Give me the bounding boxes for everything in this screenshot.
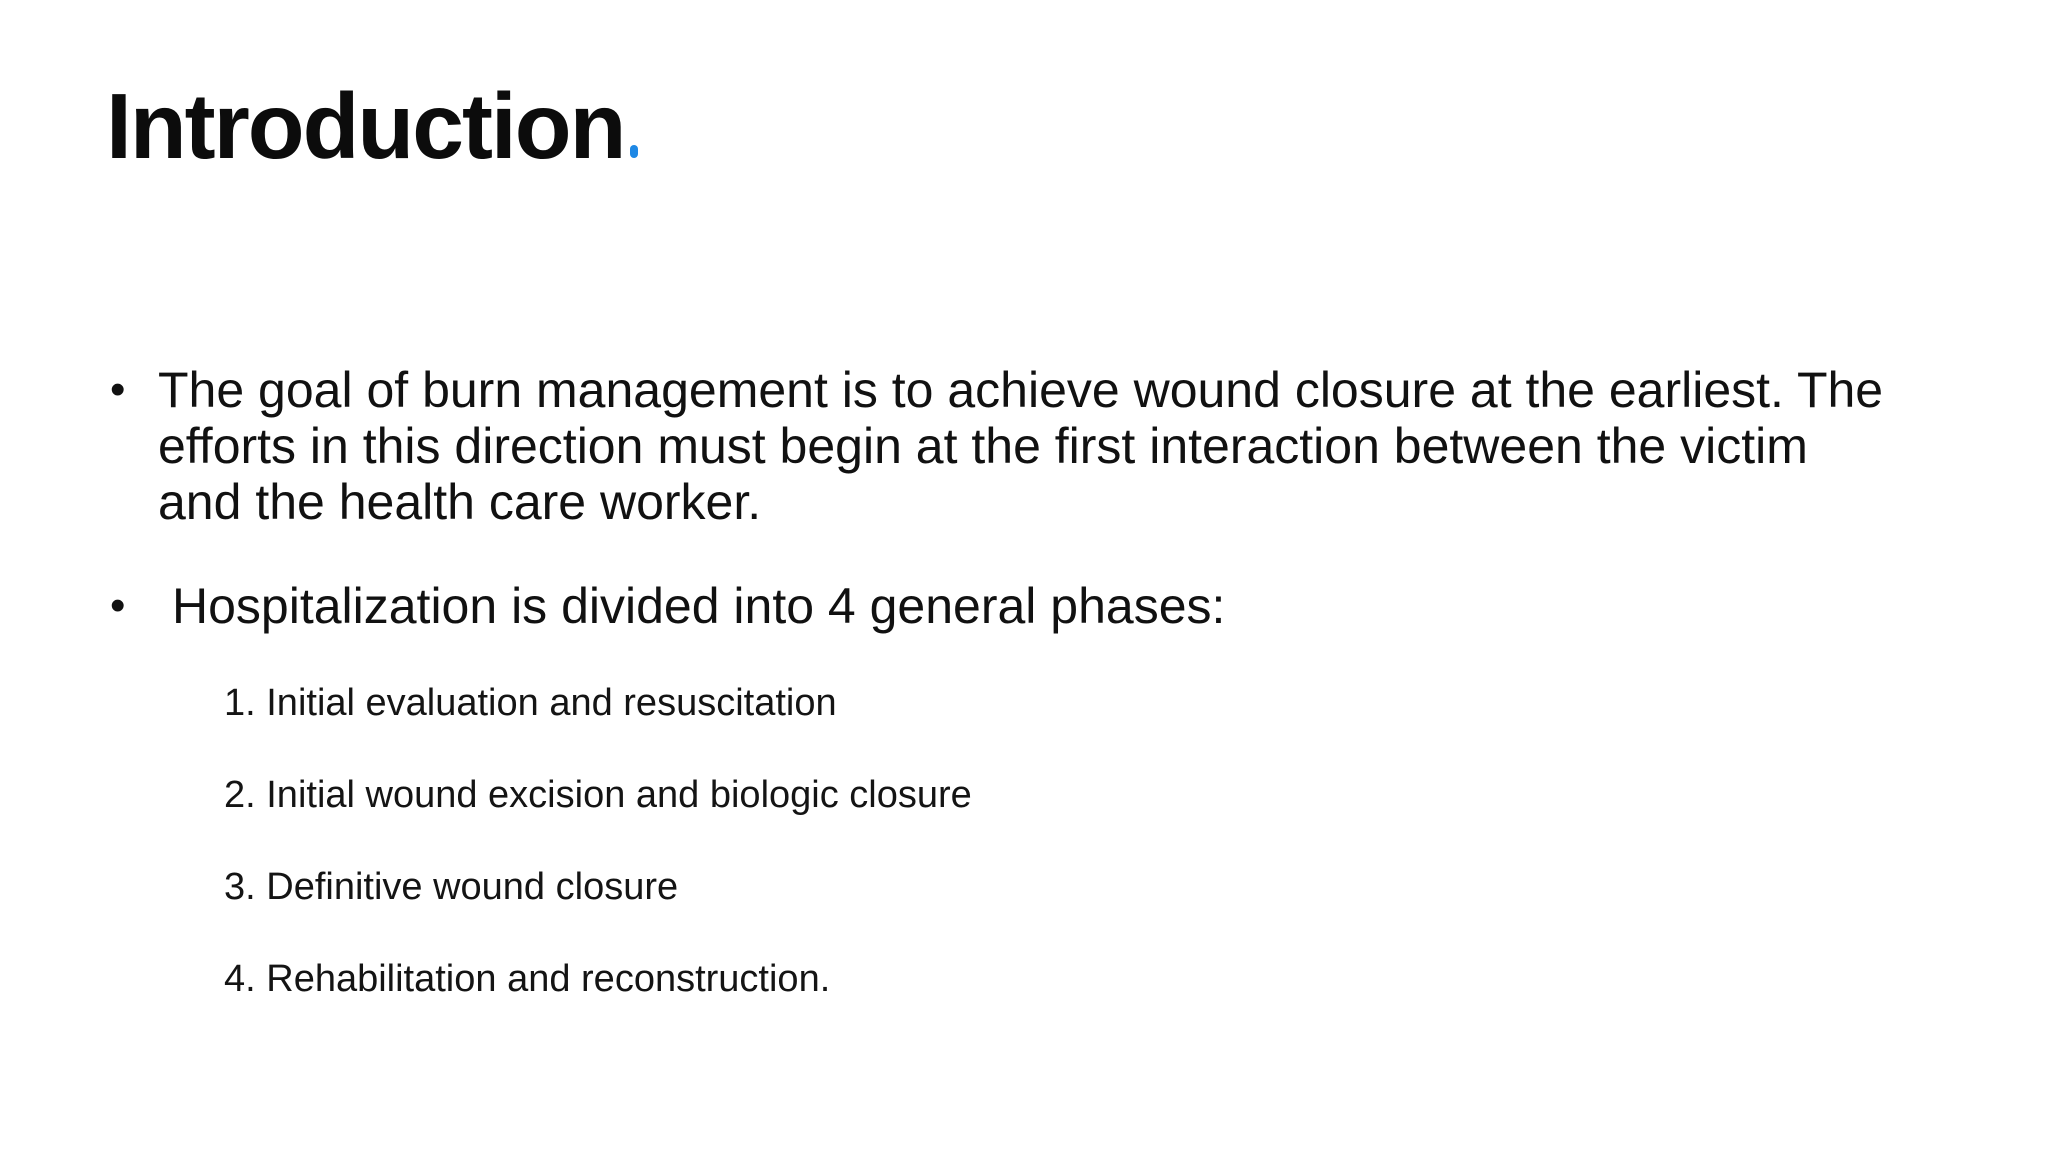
bullet-marker: • (110, 581, 126, 630)
bullet-text: Hospitalization is divided into 4 general phases: (172, 578, 1226, 634)
bullet-text: The goal of burn management is to achieve wound closure at the earliest. The efforts in this direction must begin at the first interaction between the victim and the health care worker. (158, 362, 1884, 530)
slide-title-text: Introduction (106, 74, 625, 178)
bullet-marker: • (110, 365, 126, 414)
phase-item: 4. Rehabilitation and reconstruction. (224, 958, 831, 1000)
phase-item: 3. Definitive wound closure (224, 866, 679, 908)
phase-item: 1. Initial evaluation and resuscitation (224, 682, 837, 724)
title-accent-dot (630, 145, 638, 158)
phase-item: 2. Initial wound excision and biologic closure (224, 774, 972, 816)
slide-title (106, 74, 638, 178)
